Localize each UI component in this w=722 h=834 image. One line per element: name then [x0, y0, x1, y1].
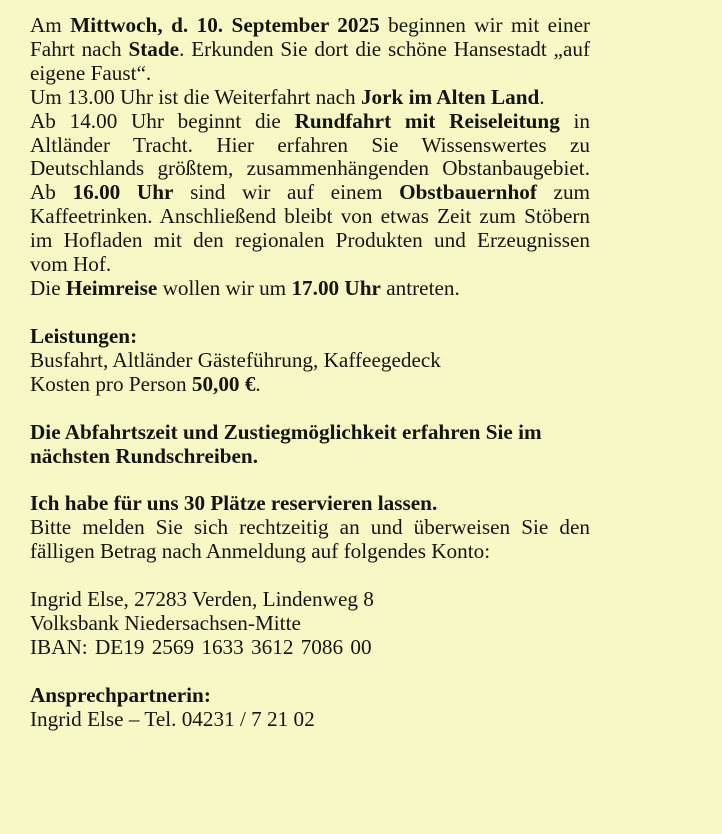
heimreise-label: Heimreise [65, 275, 158, 300]
spacer [30, 397, 590, 421]
kaffee-time: 16.00 Uhr [72, 180, 174, 205]
document-page [30, 14, 590, 732]
spacer [30, 564, 590, 588]
weiterfahrt-line: Um 13.00 Uhr ist die Weiterfahrt nach Jork im Alten Land. [30, 84, 545, 109]
abfahrt-line-1: Die Abfahrtszeit und Zustiegmöglichkeit erfahren Sie im [30, 419, 542, 444]
konto-name: Ingrid Else, 27283 Verden, Lindenweg 8 [30, 587, 374, 612]
kosten-value: 50,00 € [191, 371, 256, 396]
kontakt-heading: Ansprechpartnerin: [30, 682, 211, 707]
leistungen-heading: Leistungen: [30, 323, 138, 348]
reservierung-line: Ich habe für uns 30 Plätze reservieren lassen. [30, 491, 438, 516]
destination-stade: Stade [128, 36, 180, 61]
rundfahrt-paragraph: Ab 14.00 Uhr beginnt die Rundfahrt mit Reiseleitung in Altländer Tracht. Hier erfahren Sie Wissenswertes zu Deutschlands größtem, zusammenhängenden Obstanbaugebiet. Ab 16.00 Uhr sind wir auf einem Obstbauernhof zum Kaffeetrinken. Anschließend bleibt von etwas Zeit zum Stöbern im Hofladen mit den regionalen Produkten und Erzeugnissen vom Hof. [30, 108, 591, 277]
rundfahrt-label: Rundfahrt mit Reiseleitung [294, 108, 560, 133]
destination-jork: Jork im Alten Land [360, 84, 540, 109]
kosten-line: Kosten pro Person 50,00 €. [30, 371, 261, 396]
trip-date: Mittwoch, d. 10. September 2025 [70, 13, 380, 37]
konto-iban: IBAN: DE19 2569 1633 3612 7086 00 [30, 634, 372, 659]
spacer [30, 301, 590, 325]
heimreise-line: Die Heimreise wollen wir um 17.00 Uhr antreten. [30, 275, 460, 300]
spacer [30, 468, 590, 492]
spacer [30, 660, 590, 684]
abfahrt-line-2: nächsten Rundschreiben. [30, 443, 259, 468]
kontakt-line: Ingrid Else – Tel. 04231 / 7 21 02 [30, 706, 315, 731]
leistungen-items: Busfahrt, Altländer Gästeführung, Kaffeegedeck [30, 347, 441, 372]
obstbauernhof-label: Obstbauernhof [399, 180, 537, 205]
heimreise-time: 17.00 Uhr [291, 275, 381, 300]
konto-bank: Volksbank Niedersachsen-Mitte [30, 611, 301, 636]
intro-paragraph: Am Mittwoch, d. 10. September 2025 beginnen wir mit einer Fahrt nach Stade. Erkunden Sie dort die schöne Hansestadt „auf eigene Faust“. [30, 13, 591, 85]
anmeldung-paragraph: Bitte melden Sie sich rechtzeitig an und überweisen Sie den fälligen Betrag nach Anmeldung auf folgendes Konto: [30, 515, 590, 564]
